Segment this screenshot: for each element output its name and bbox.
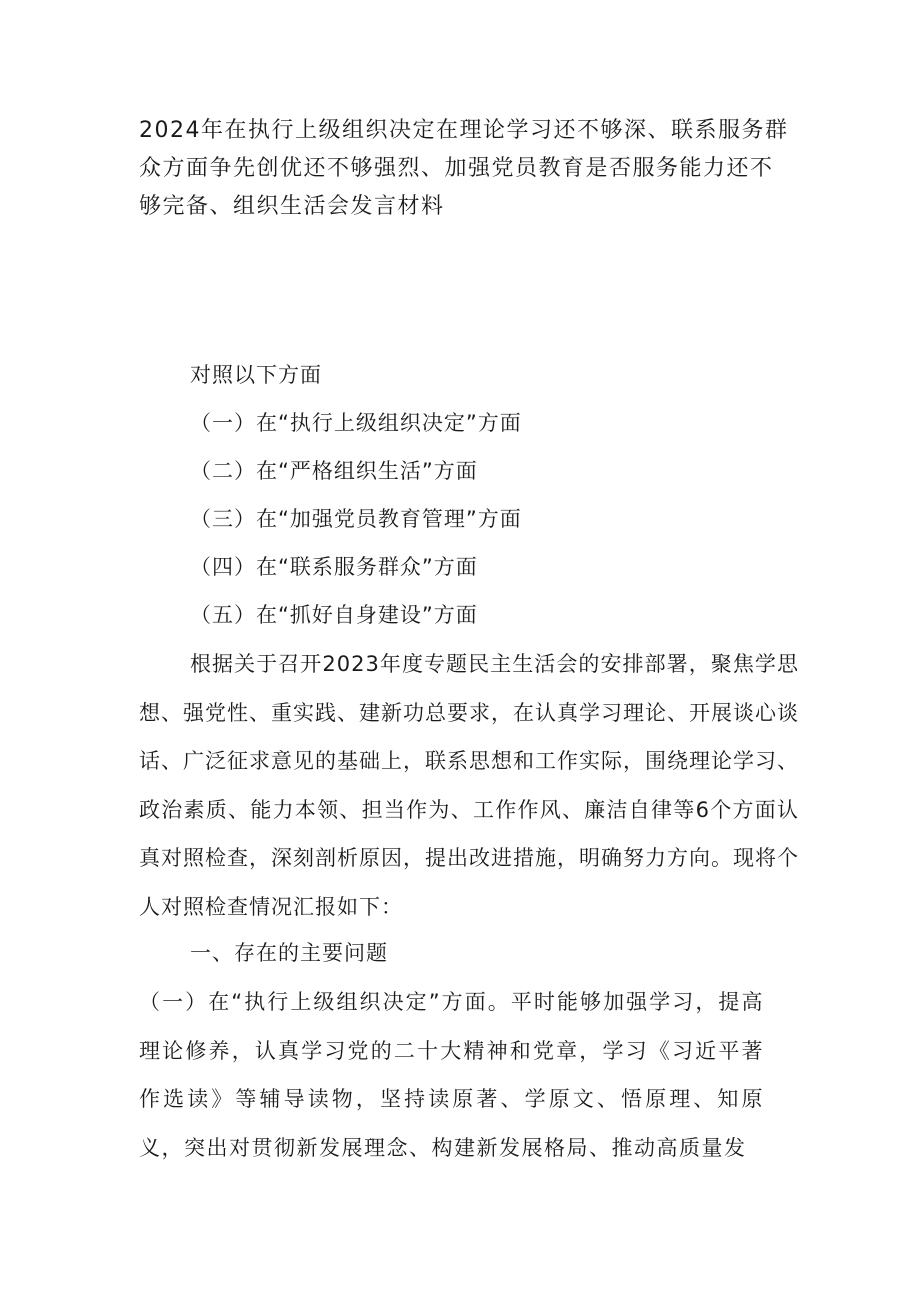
- aspect-item-4: （四）在“联系服务群众”方面: [190, 555, 478, 579]
- aspect-item-2: （二）在“严格组织生活”方面: [190, 459, 478, 483]
- aspect-item-3: （三）在“加强党员教育管理”方面: [190, 507, 522, 531]
- document-title: 2024年在执行上级组织决定在理论学习还不够深、联系服务群众方面争先创优还不够强烈、加强党员教育是否服务能力还不够完备、组织生活会发言材料: [139, 118, 789, 219]
- main-paragraph: 根据关于召开2023年度专题民主生活会的安排部署，聚焦学思想、强党性、重实践、建新功总要求，在认真学习理论、开展谈心谈话、广泛征求意见的基础上，联系思想和工作实际，围绕理论学习、政治素质、能力本领、担当作为、工作作风、廉洁自律等6个方面认真对照检查，深刻剖析原因，提出改进措施，明确努力方向。现将个人对照检查情况汇报如下：: [139, 652, 799, 919]
- section-heading: 一、存在的主要问题: [190, 941, 388, 965]
- aspect-item-5: （五）在“抓好自身建设”方面: [190, 603, 478, 627]
- aspect-item-1: （一）在“执行上级组织决定”方面: [190, 411, 522, 435]
- intro-heading: 对照以下方面: [190, 363, 322, 387]
- section-paragraph: （一）在“执行上级组织决定”方面。平时能够加强学习，提高理论修养，认真学习党的二十大精神和党章，学习《习近平著作选读》等辅导读物，坚持读原著、学原文、悟原理、知原义，突出对贯彻新发展理念、构建新发展格局、推动高质量发: [139, 990, 764, 1160]
